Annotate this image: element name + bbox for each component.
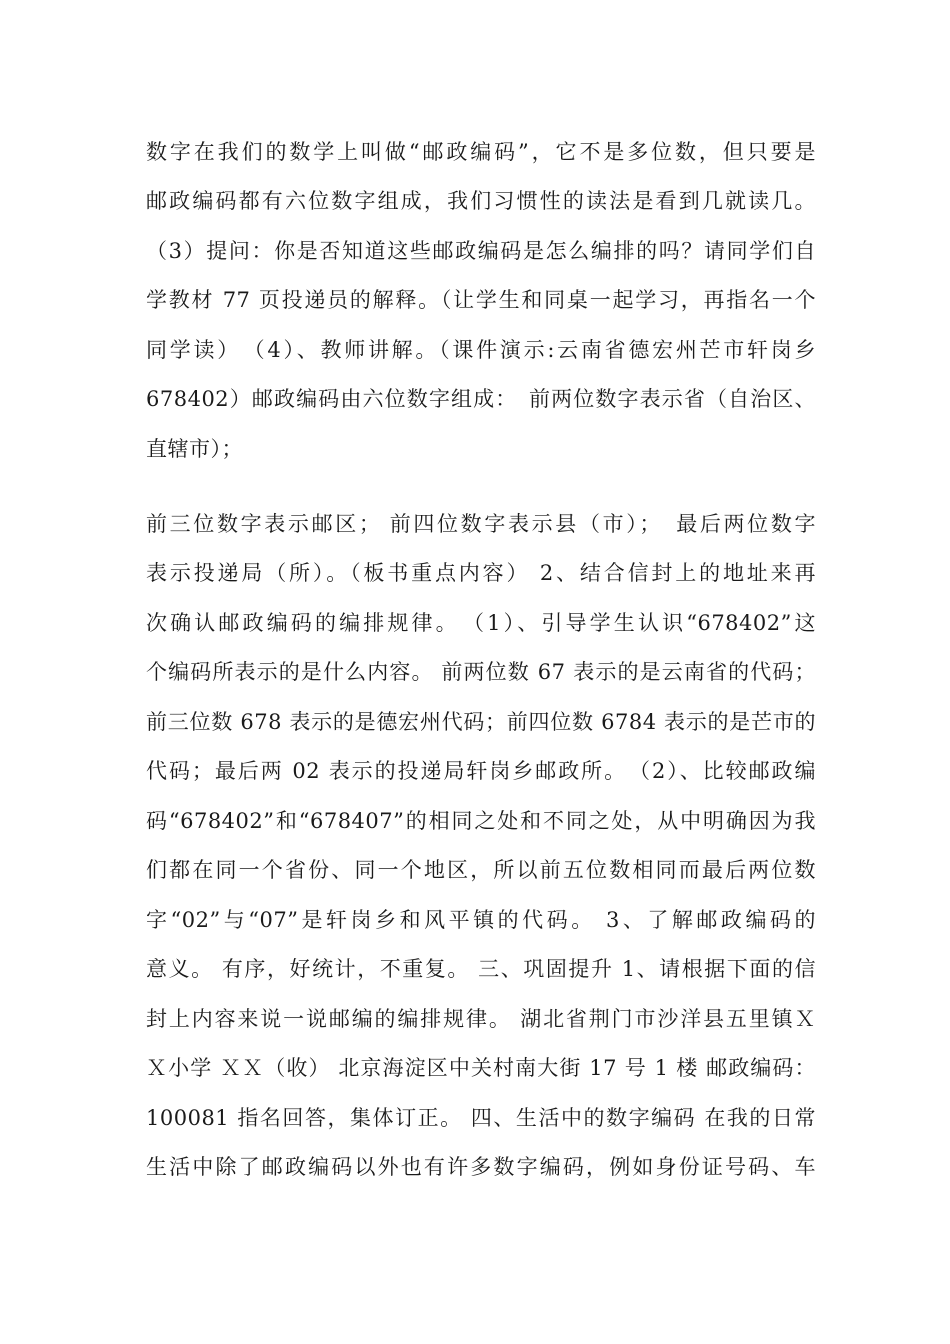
text-line: 前三位数字表示邮区； 前四位数字表示县（市）； 最后两位数字 — [146, 512, 816, 536]
text-line: 数字在我们的数学上叫做“邮政编码”，它不是多位数，但只要是 — [146, 140, 816, 164]
text-line: 字“02”与“07”是轩岗乡和风平镇的代码。 3、了解邮政编码的 — [146, 908, 816, 932]
text-line: 个编码所表示的是什么内容。 前两位数 67 表示的是云南省的代码； — [146, 660, 816, 684]
text-line: 码“678402”和“678407”的相同之处和不同之处，从中明确因为我 — [146, 809, 816, 833]
text-line: 100081 指名回答，集体订正。 四、生活中的数字编码 在我的日常 — [146, 1106, 816, 1130]
text-line: 生活中除了邮政编码以外也有许多数字编码，例如身份证号码、车 — [146, 1155, 816, 1179]
text-line: （3）提问：你是否知道这些邮政编码是怎么编排的吗？请同学们自 — [146, 239, 816, 263]
text-line: 邮政编码都有六位数字组成，我们习惯性的读法是看到几就读几。 — [146, 189, 816, 213]
text-line: 意义。 有序，好统计，不重复。 三、巩固提升 1、请根据下面的信 — [146, 957, 816, 981]
text-line: 封上内容来说一说邮编的编排规律。 湖北省荆门市沙洋县五里镇Ｘ — [146, 1007, 816, 1031]
text-line: 直辖市）； — [146, 437, 243, 461]
text-line: Ｘ小学 ＸＸ（收） 北京海淀区中关村南大街 17 号 1 楼 邮政编码： — [146, 1056, 816, 1080]
text-line: 次确认邮政编码的编排规律。 （1）、引导学生认识“678402”这 — [146, 611, 816, 635]
text-line: 们都在同一个省份、同一个地区，所以前五位数相同而最后两位数 — [146, 858, 816, 882]
text-line: 同学读） （4）、教师讲解。（课件演示:云南省德宏州芒市轩岗乡 — [146, 338, 816, 362]
text-line: 表示投递局（所）。（板书重点内容） 2、结合信封上的地址来再 — [146, 561, 816, 585]
text-line: 前三位数 678 表示的是德宏州代码；前四位数 6784 表示的是芒市的 — [146, 710, 816, 734]
text-line: 学教材 77 页投递员的解释。（让学生和同桌一起学习，再指名一个 — [146, 288, 816, 312]
text-line: 678402）邮政编码由六位数字组成： 前两位数字表示省（自治区、 — [146, 387, 816, 411]
text-line: 代码；最后两 02 表示的投递局轩岗乡邮政所。 （2）、比较邮政编 — [146, 759, 816, 783]
